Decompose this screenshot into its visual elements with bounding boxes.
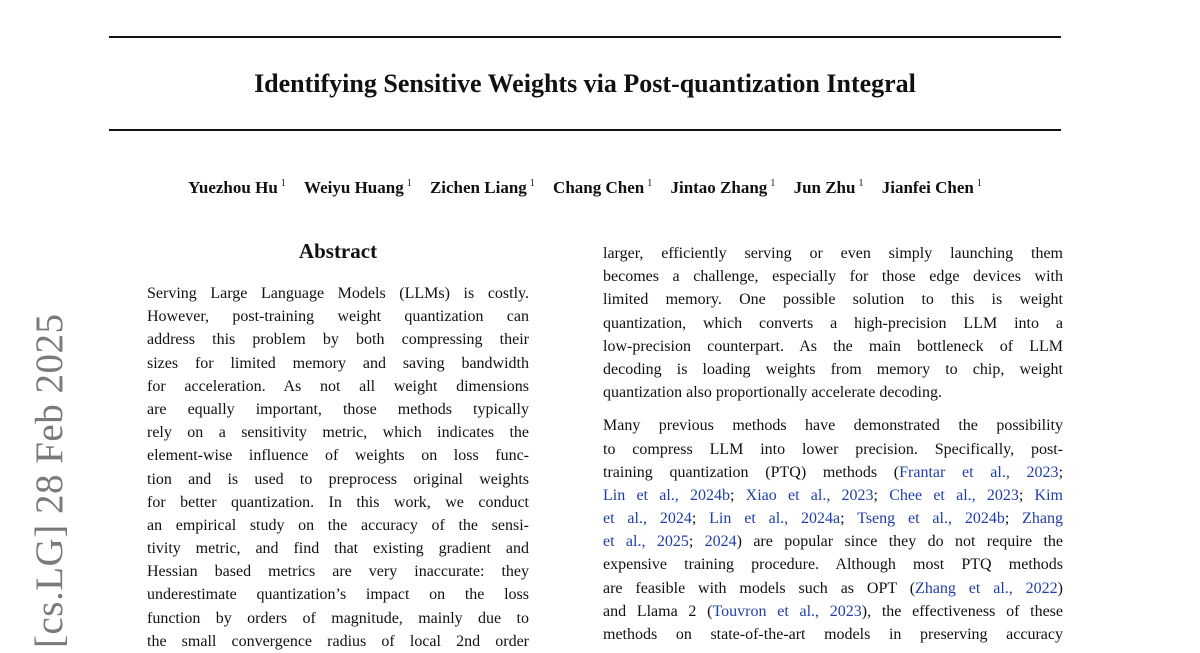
abstract-line: tivity metric, and find that existing gradient and [147,540,529,558]
abstract-body [147,282,529,653]
author: Weiyu Huang $^1$ [304,178,412,197]
author: Jun Zhu $^1$ [793,178,864,197]
abstract-line: address this problem by both compressing their [147,331,529,349]
intro-line: quantization also proportionally accelerate decoding. [603,384,942,402]
abstract-heading: Abstract [298,239,378,263]
citation-link[interactable]: Frantar et al., 2023 [899,463,1059,481]
intro-line: are feasible with models such as OPT (Zhang et al., 2022) [603,579,1063,597]
intro-line: quantization, which converts a high-precision LLM into a [603,314,1063,332]
intro-line: larger, efficiently serving or even simply launching them [603,245,1063,262]
citation-link[interactable]: 2024 [704,533,737,551]
abstract-line: tion and is used to preprocess original weights [147,470,529,488]
abstract-line: Hessian based metrics are very inaccurate: they [147,563,529,581]
abstract-line: function by orders of magnitude, mainly due to [147,609,529,627]
intro-line: decoding is loading weights from memory to chip, weight [603,360,1063,378]
citation-link[interactable]: Lin et al., 2024a [709,510,841,528]
intro-line: limited memory. One possible solution to this is weight [603,291,1063,309]
intro-line: methods on state-of-the-art models in preserving accuracy [603,626,1063,643]
abstract-line: an empirical study on the accuracy of the sensi- [147,516,529,534]
abstract-line: Serving Large Language Models (LLMs) is costly. [147,285,529,302]
citation-link[interactable]: Kim [1034,486,1063,504]
paragraph-gap [603,404,1063,414]
intro-line: Lin et al., 2024b; Xiao et al., 2023; Chee et al., 2023; Kim [603,486,1063,504]
abstract-line: However, post-training weight quantization can [147,308,529,326]
intro-line: low-precision counterpart. As the main bottleneck of LLM [603,337,1063,355]
citation-link[interactable]: Zhang [1022,510,1064,528]
author: Jintao Zhang $^1$ [670,178,776,197]
arxiv-sidebar-identifier: [cs.LG] 28 Feb 2025 [28,313,71,648]
intro-line: Many previous methods have demonstrated the possibility [603,417,1063,435]
citation-link[interactable]: Zhang et al., 2022 [915,579,1058,597]
abstract-line: sizes for limited memory and saving bandwidth [147,354,529,372]
intro-line: training quantization (PTQ) methods (Frantar et al., 2023; [603,463,1064,481]
title-bottom-rule [109,129,1061,131]
introduction-body [603,242,1063,646]
author: Zichen Liang $^1$ [429,178,535,197]
intro-line: expensive training procedure. Although most PTQ methods [603,556,1063,574]
abstract-line: for better quantization. In this work, we conduct [147,493,529,511]
abstract-line: element-wise influence of weights on loss func- [147,447,529,465]
citation-link[interactable]: Lin et al., 2024b [603,486,730,504]
abstract-line: rely on a sensitivity metric, which indicates the [147,424,529,442]
intro-paragraph-2 [603,414,1063,646]
author: Yuezhou Hu $^1$ [188,178,286,197]
title-top-rule [109,36,1061,38]
intro-line: becomes a challenge, especially for those edge devices with [603,268,1063,286]
author: Jianfei Chen $^1$ [881,178,982,197]
intro-line: et al., 2025; 2024) are popular since they do not require the [603,533,1064,551]
paper-title: Identifying Sensitive Weights via Post-quantization Integral [254,69,916,98]
citation-link[interactable]: Tseng et al., 2024b [857,510,1005,528]
abstract-line: are equally important, those methods typically [147,400,529,418]
author: Chang Chen $^1$ [553,178,653,197]
intro-paragraph-1 [603,242,1063,404]
abstract-line: for acceleration. As not all weight dimensions [147,377,529,395]
author-list [109,172,1061,200]
citation-link[interactable]: et al., 2024 [603,510,692,528]
abstract-line: underestimate quantization’s impact on the loss [147,586,529,604]
intro-line: et al., 2024; Lin et al., 2024a; Tseng et al., 2024b; Zhang [603,510,1064,528]
intro-line: to compress LLM into lower precision. Specifically, post- [603,440,1063,458]
citation-link[interactable]: Xiao et al., 2023 [745,486,874,504]
citation-link[interactable]: Chee et al., 2023 [889,486,1019,504]
abstract-line: the small convergence radius of local 2nd order [147,632,529,650]
intro-line: and Llama 2 (Touvron et al., 2023), the effectiveness of these [603,602,1064,620]
citation-link[interactable]: Touvron et al., 2023 [712,602,862,620]
citation-link[interactable]: et al., 2025 [603,533,689,551]
